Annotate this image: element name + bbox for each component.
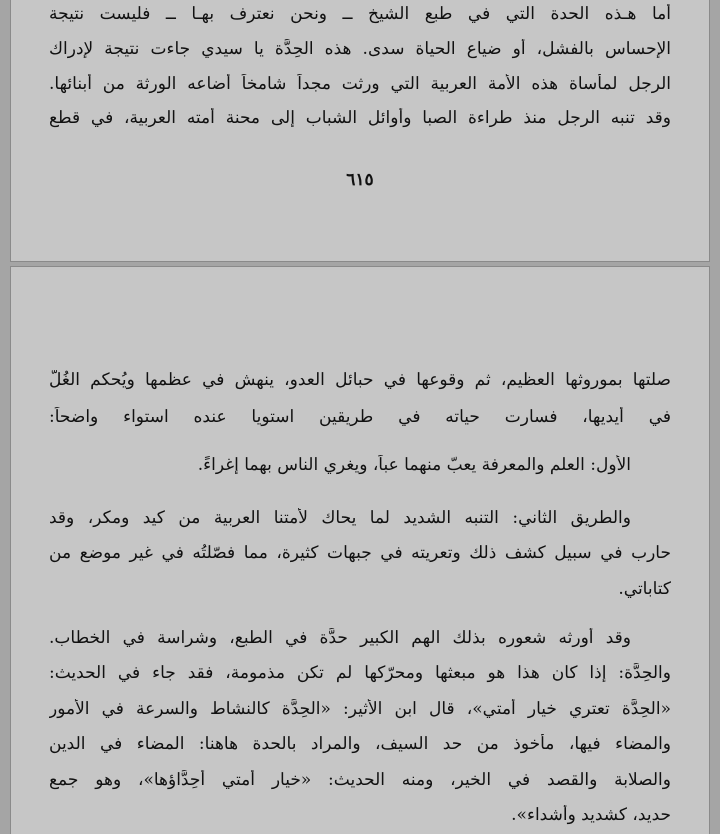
bottom-page	[10, 266, 710, 834]
text-line: الإحساس بالفشل، أو ضياع الحياة سدى. هذه الحِدَّة يا سيدي جاءت نتيجة لإدراك	[49, 39, 671, 59]
page-number: ٦١٥	[346, 170, 374, 190]
text-line: صلتها بموروثها العظيم، ثم وقوعها في حبائل العدو، ينهش في عظمها ويُحكم الغُلَّ	[49, 370, 671, 390]
text-line: والطريق الثاني: التنبه الشديد لما يحاك لأمتنا العربية من كيد ومكر، وقد	[49, 508, 631, 528]
text-line: حارب في سبيل كشف ذلك وتعريته في جبهات كثيرة، مما فصّلتُه في غير موضع من	[49, 543, 671, 563]
text-line: والصلابة والقصد في الخير، ومنه الحديث: «خيار أمتي أحِدَّاؤها»، وهو جمع	[49, 770, 671, 790]
text-line: والحِدَّة: إذا كان هذا هو مبعثها ومحرّكها لم تكن مذمومة، فقد جاء في الحديث:	[49, 663, 671, 683]
text-line: الرجل لمأساة هذه الأمة العربية التي ورثت مجداً شامخاً أضاعه الورثة من أبنائها.	[49, 74, 671, 94]
text-line: في أيديها، فسارت حياته في طريقين استويا عنده استواء واضحاً:	[49, 407, 671, 427]
text-line: وقد تنبه الرجل منذ طراءة الصبا وأوائل الشباب إلى محنة أمته العربية، في قطع	[49, 108, 671, 128]
text-line: أما هـذه الحدة التي في طبع الشيخ ــ ونحن نعترف بهـا ــ فليست نتيجة	[49, 4, 671, 24]
top-page	[10, 0, 710, 262]
text-line: وقد أورثه شعوره بذلك الهم الكبير حدَّة في الطبع، وشراسة في الخطاب.	[49, 628, 631, 648]
text-line: الأول: العلم والمعرفة يعبّ منهما عباً، ويغري الناس بهما إغراءً.	[197, 455, 631, 475]
text-line: والمضاء فيها، مأخوذ من حد السيف، والمراد بالحدة هاهنا: المضاء في الدين	[49, 734, 671, 754]
text-line: حديد، كشديد وأشداء».	[511, 805, 671, 825]
text-line: كتاباتي.	[618, 579, 671, 599]
text-line: «الحِدَّة تعتري خيار أمتي»، قال ابن الأثير: «الحِدَّة كالنشاط والسرعة في الأمور	[49, 699, 671, 719]
